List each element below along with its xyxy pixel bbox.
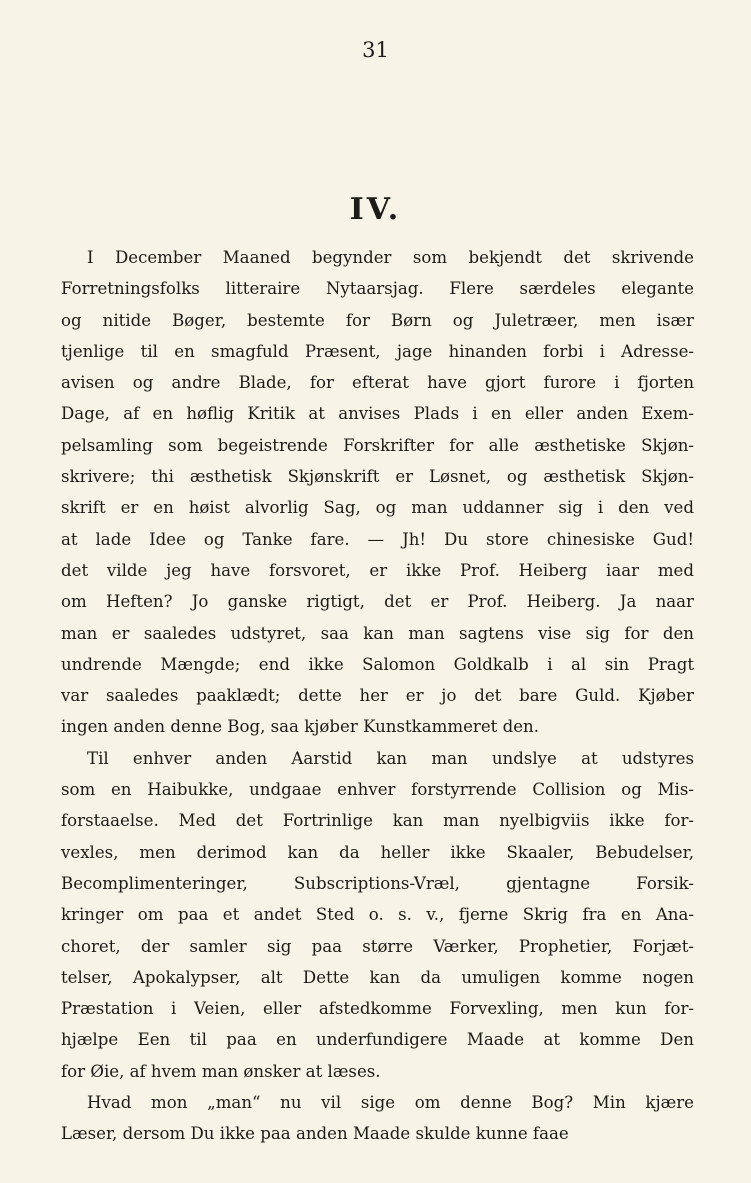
text-line: pelsamling som begeistrende Forskrifter for alle æsthetiske Skjøn-: [61, 435, 694, 455]
text-line: man er saaledes udstyret, saa kan man sagtens vise sig for den: [61, 623, 694, 643]
text-line: Læser, dersom Du ikke paa anden Maade skulde kunne faae: [61, 1124, 569, 1144]
page-number: 31: [362, 38, 389, 62]
text-line: Forretningsfolks litteraire Nytaarsjag. Flere særdeles elegante: [61, 279, 694, 299]
body-text: [61, 242, 694, 1150]
paragraph: [61, 743, 694, 1087]
text-line: og nitide Bøger, bestemte for Børn og Juletræer, men især: [61, 310, 694, 330]
text-line: vexles, men derimod kan da heller ikke Skaaler, Bebudelser,: [61, 842, 694, 862]
text-line: for Øie, af hvem man ønsker at læses.: [61, 1061, 381, 1081]
text-line: undrende Mængde; end ikke Salomon Goldkalb i al sin Pragt: [61, 654, 694, 674]
paragraph: [61, 1087, 694, 1150]
text-line: kringer om paa et andet Sted o. s. v., fjerne Skrig fra en Ana-: [61, 905, 694, 925]
text-line: Becomplimenteringer, Subscriptions-Vræl, gjentagne Forsik-: [61, 873, 694, 893]
text-line: tjenlige til en smagfuld Præsent, jage hinanden forbi i Adresse-: [61, 341, 694, 361]
text-line: Til enhver anden Aarstid kan man undslye at udstyres: [87, 748, 694, 768]
text-line: at lade Idee og Tanke fare. — Jh! Du store chinesiske Gud!: [61, 529, 694, 549]
text-line: det vilde jeg have forsvoret, er ikke Prof. Heiberg iaar med: [61, 560, 694, 580]
text-line: telser, Apokalypser, alt Dette kan da umuligen komme nogen: [61, 967, 694, 987]
text-line: om Heften? Jo ganske rigtigt, det er Prof. Heiberg. Ja naar: [61, 592, 694, 612]
text-line: Dage, af en høflig Kritik at anvises Plads i en eller anden Exem-: [61, 404, 694, 424]
text-line: som en Haibukke, undgaae enhver forstyrrende Collision og Mis-: [61, 780, 694, 800]
text-line: Præstation i Veien, eller afstedkomme Forvexling, men kun for-: [61, 999, 694, 1019]
paragraph: [61, 242, 694, 743]
text-line: var saaledes paaklædt; dette her er jo det bare Guld. Kjøber: [61, 686, 694, 706]
text-line: forstaaelse. Med det Fortrinlige kan man nyelbigviis ikke for-: [61, 811, 694, 831]
text-line: avisen og andre Blade, for efterat have gjort furore i fjorten: [61, 373, 694, 393]
text-line: ingen anden denne Bog, saa kjøber Kunstkammeret den.: [61, 717, 539, 737]
text-line: hjælpe Een til paa en underfundigere Maade at komme Den: [61, 1030, 694, 1050]
text-line: skrivere; thi æsthetisk Skjønskrift er Løsnet, og æsthetisk Skjøn-: [61, 467, 694, 487]
text-line: choret, der samler sig paa større Værker, Prophetier, Forjæt-: [61, 936, 694, 956]
text-line: I December Maaned begynder som bekjendt det skrivende: [87, 248, 694, 267]
chapter-heading: IV.: [349, 192, 402, 227]
text-line: skrift er en høist alvorlig Sag, og man uddanner sig i den ved: [61, 498, 694, 518]
text-line: Hvad mon „man“ nu vil sige om denne Bog? Min kjære: [87, 1093, 694, 1113]
